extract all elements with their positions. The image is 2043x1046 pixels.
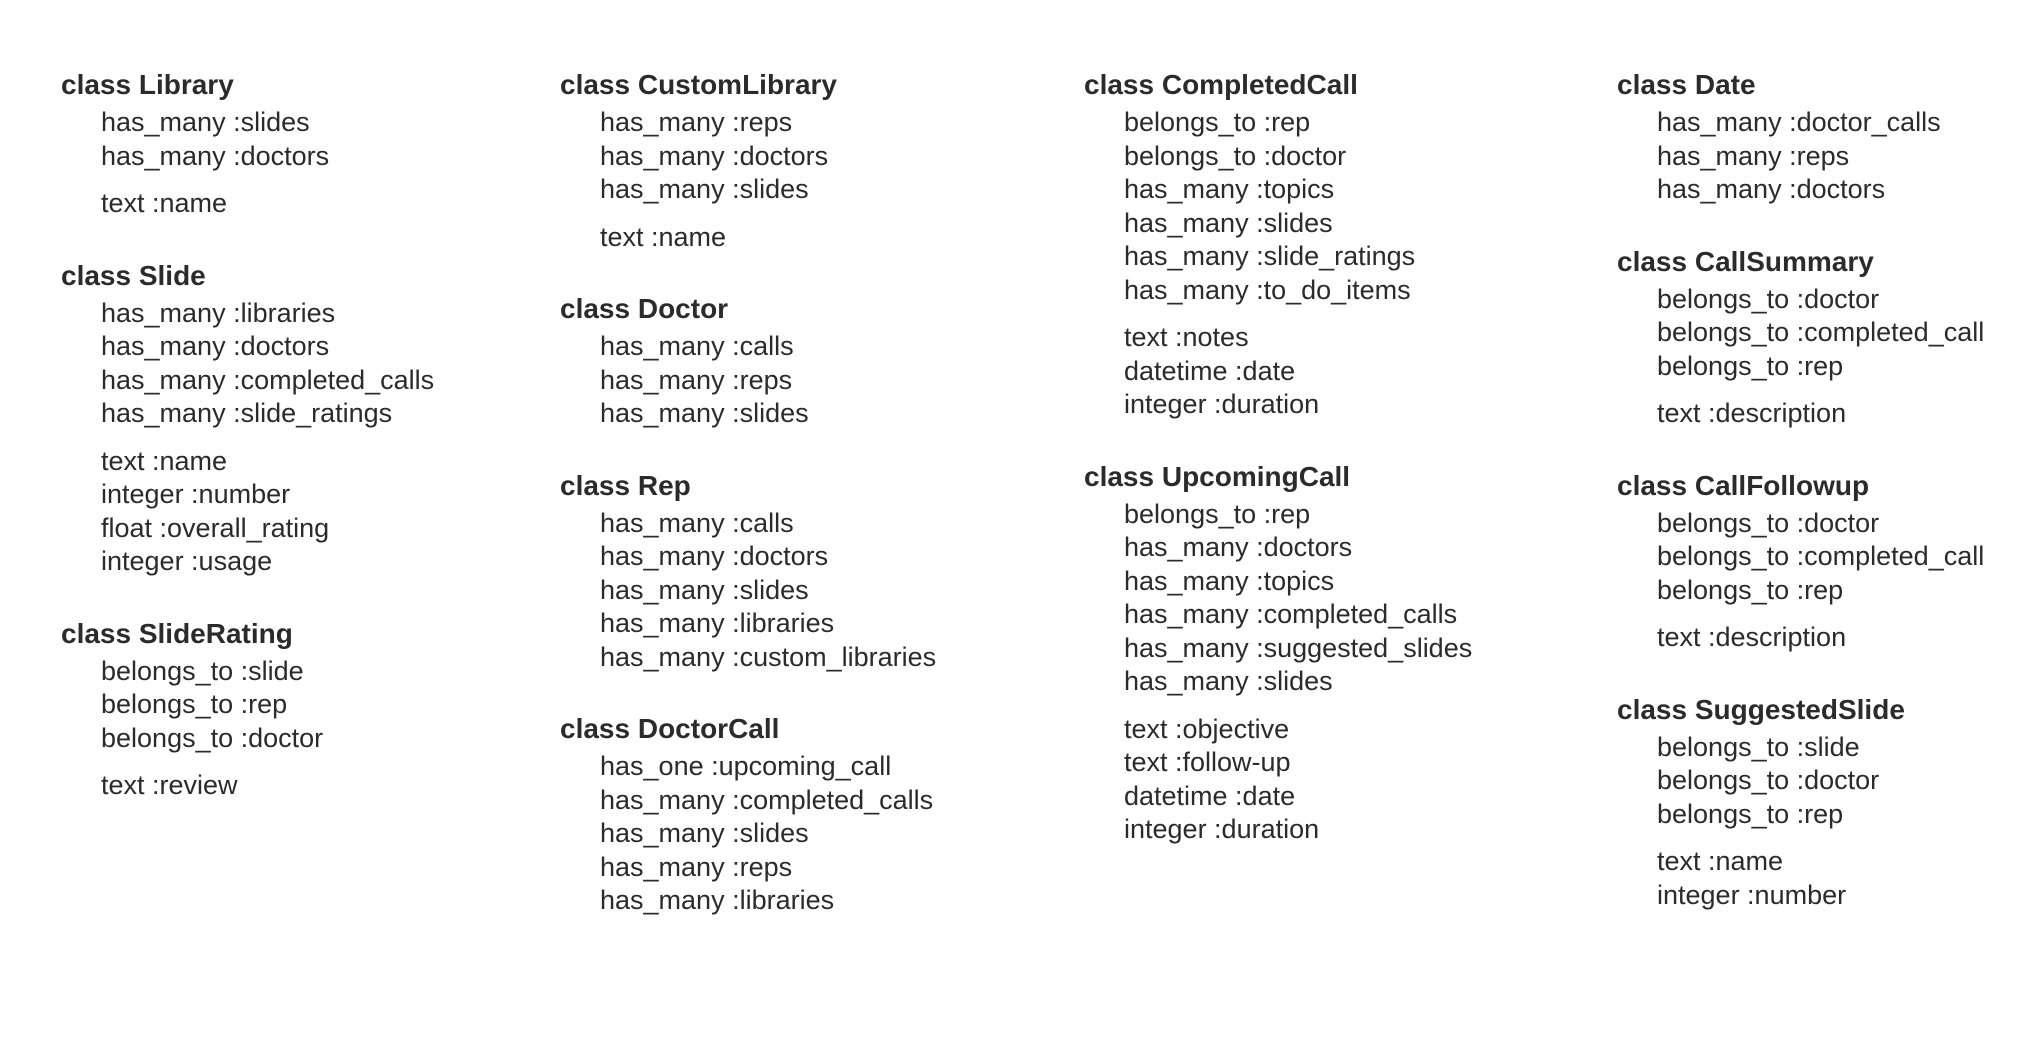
association-line: belongs_to :doctor <box>1657 507 1880 538</box>
attribute-line: text :objective <box>1124 713 1290 744</box>
attributes-group <box>1657 397 1984 431</box>
association-line: has_many :libraries <box>600 885 835 915</box>
attribute-line: text :follow-up <box>1124 747 1291 777</box>
class-block <box>1617 245 1984 431</box>
class-title: class SuggestedSlide <box>1617 693 1905 725</box>
association-line: belongs_to :completed_call <box>1657 317 1985 347</box>
attribute-line: integer :duration <box>1124 389 1320 419</box>
association-line: has_many :reps <box>600 364 793 395</box>
associations-group <box>600 750 936 918</box>
attribute-line: text :name <box>101 188 228 218</box>
class-title: class Library <box>61 69 234 100</box>
attributes-group <box>1124 713 1472 847</box>
attribute-line: float :overall_rating <box>101 512 330 543</box>
association-line: has_many :slides <box>600 574 809 605</box>
class-block <box>560 469 936 675</box>
associations-group <box>1657 283 1984 384</box>
association-line: has_many :slide_ratings <box>101 398 393 428</box>
association-line: belongs_to :slide <box>1657 731 1860 762</box>
association-line: has_many :completed_calls <box>600 784 934 815</box>
class-title: class Slide <box>61 259 206 291</box>
associations-group <box>101 655 434 756</box>
class-title: class CallSummary <box>1617 245 1874 277</box>
association-line: belongs_to :rep <box>1124 498 1311 529</box>
attribute-line: text :name <box>101 445 228 476</box>
association-line: has_many :reps <box>600 851 793 882</box>
association-line: has_many :slides <box>600 398 809 428</box>
class-block <box>1617 469 1984 655</box>
association-line: belongs_to :rep <box>1124 107 1311 137</box>
class-block <box>61 617 434 803</box>
association-line: has_many :doctors <box>600 140 829 171</box>
attribute-line: text :description <box>1657 622 1847 652</box>
association-line: has_many :custom_libraries <box>600 641 937 672</box>
attribute-line: integer :duration <box>1124 814 1320 844</box>
association-line: has_many :doctors <box>101 331 330 361</box>
association-line: belongs_to :slide <box>101 655 304 686</box>
association-line: has_many :topics <box>1124 565 1335 596</box>
attributes-group <box>1124 321 1472 422</box>
class-title: class DoctorCall <box>560 713 780 744</box>
association-line: has_many :libraries <box>600 608 835 638</box>
associations-group <box>1657 106 1984 207</box>
association-line: has_many :reps <box>600 107 793 137</box>
association-line: has_many :suggested_slides <box>1124 632 1473 663</box>
attribute-line: text :review <box>101 770 238 800</box>
association-line: has_many :doctor_calls <box>1657 107 1941 137</box>
attribute-line: text :name <box>1657 846 1784 876</box>
attributes-group <box>101 769 434 803</box>
associations-group <box>600 106 936 207</box>
attributes-group <box>1657 621 1984 655</box>
column-0 <box>61 68 434 841</box>
attribute-line: integer :number <box>101 479 291 509</box>
attribute-line: datetime :date <box>1124 780 1296 811</box>
associations-group <box>600 507 936 675</box>
association-line: has_many :libraries <box>101 297 336 328</box>
column-2 <box>1084 68 1472 885</box>
association-line: has_many :slides <box>1124 666 1333 696</box>
class-title: class CallFollowup <box>1617 469 1870 501</box>
association-line: belongs_to :rep <box>1657 350 1844 381</box>
class-title: class Date <box>1617 69 1756 100</box>
associations-group <box>101 297 434 431</box>
attribute-line: integer :number <box>1657 879 1847 910</box>
associations-group <box>1657 731 1984 832</box>
associations-group <box>1124 106 1472 307</box>
association-line: has_many :slides <box>1124 207 1333 238</box>
column-3 <box>1617 68 1984 950</box>
column-1 <box>560 68 936 956</box>
attributes-group <box>600 221 936 255</box>
class-title: class Doctor <box>560 293 729 324</box>
class-title: class Rep <box>560 469 691 501</box>
association-line: has_many :completed_calls <box>1124 599 1458 629</box>
association-line: has_many :calls <box>600 507 794 538</box>
attribute-line: text :notes <box>1124 322 1249 352</box>
association-line: has_many :slides <box>600 818 809 848</box>
association-line: has_one :upcoming_call <box>600 751 892 781</box>
attributes-group <box>101 187 434 221</box>
associations-group <box>101 106 434 173</box>
class-block <box>1084 68 1472 422</box>
attribute-line: integer :usage <box>101 546 273 576</box>
class-title: class SlideRating <box>61 617 293 649</box>
class-block <box>560 712 936 918</box>
class-block <box>61 259 434 579</box>
class-block <box>61 68 434 221</box>
class-block <box>560 68 936 254</box>
association-line: belongs_to :rep <box>1657 574 1844 605</box>
associations-group <box>1124 498 1472 699</box>
association-line: has_many :slide_ratings <box>1124 241 1416 271</box>
association-line: belongs_to :rep <box>101 689 288 719</box>
association-line: has_many :doctors <box>1657 174 1886 204</box>
class-block <box>1617 68 1984 207</box>
class-block <box>560 292 936 431</box>
association-line: has_many :to_do_items <box>1124 274 1411 305</box>
associations-group <box>600 330 936 431</box>
association-line: has_many :slides <box>101 107 310 137</box>
class-block <box>1617 693 1984 913</box>
association-line: belongs_to :rep <box>1657 798 1844 829</box>
class-title: class CompletedCall <box>1084 69 1358 100</box>
association-line: has_many :reps <box>1657 140 1850 171</box>
association-line: belongs_to :doctor <box>101 722 324 753</box>
association-line: belongs_to :doctor <box>1657 765 1880 795</box>
association-line: has_many :topics <box>1124 174 1335 204</box>
association-line: belongs_to :doctor <box>1124 140 1347 171</box>
class-title: class CustomLibrary <box>560 69 837 100</box>
attribute-line: text :name <box>600 221 727 252</box>
association-line: has_many :doctors <box>101 140 330 171</box>
association-line: belongs_to :completed_call <box>1657 541 1985 571</box>
association-line: has_many :doctors <box>1124 532 1353 562</box>
association-line: belongs_to :doctor <box>1657 283 1880 314</box>
attribute-line: datetime :date <box>1124 355 1296 386</box>
association-line: has_many :completed_calls <box>101 364 435 395</box>
class-block <box>1084 460 1472 847</box>
association-line: has_many :doctors <box>600 541 829 571</box>
association-line: has_many :slides <box>600 174 809 204</box>
associations-group <box>1657 507 1984 608</box>
class-title: class UpcomingCall <box>1084 460 1351 492</box>
attributes-group <box>1657 845 1984 912</box>
association-line: has_many :calls <box>600 331 794 361</box>
attributes-group <box>101 445 434 579</box>
attribute-line: text :description <box>1657 398 1847 428</box>
